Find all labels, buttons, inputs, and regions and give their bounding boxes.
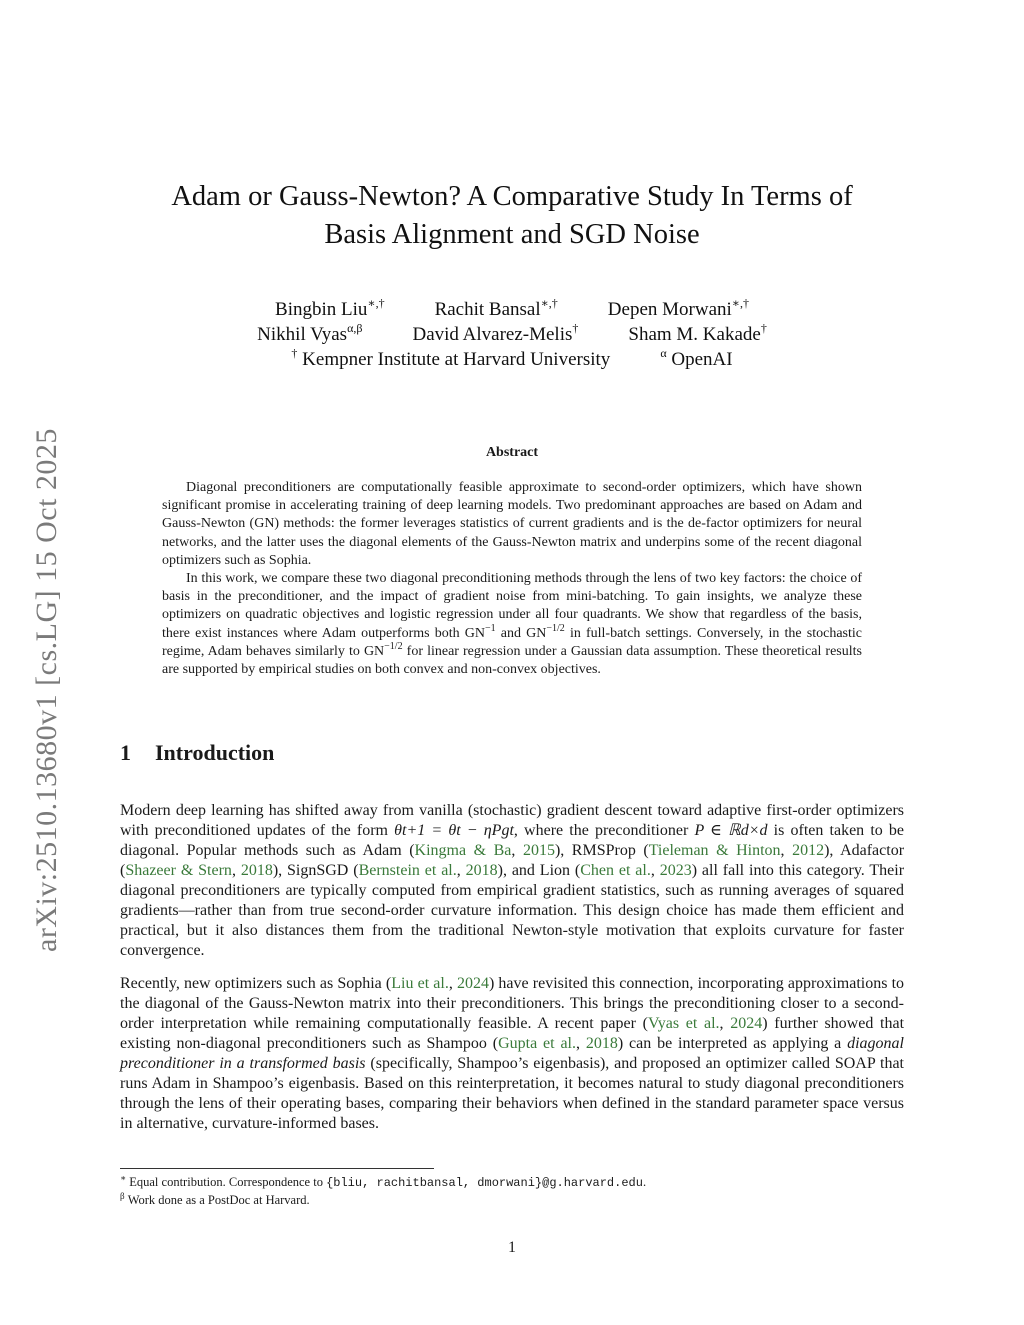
title-line-1: Adam or Gauss-Newton? A Comparative Study In Terms of (171, 181, 853, 212)
author-marks: ∗,† (731, 296, 749, 310)
text-run: ) have revisited this connection, incorporating approximations to the diagonal of the Gauss-Newton matrix into their preconditioners. This brings the preconditioning closer to a second-order interpretation while remaining computationally feasible. A recent paper ( (120, 975, 905, 1032)
affiliation-name: Kempner Institute at Harvard University (302, 349, 611, 370)
affiliation (291, 347, 610, 372)
author (275, 297, 385, 322)
affiliation-mark: α (660, 346, 667, 360)
footnote-divider (120, 1168, 434, 1169)
author-name: David Alvarez-Melis (412, 324, 573, 345)
citation-year-link[interactable]: 2015 (522, 842, 555, 859)
emphasized-text: diagonal preconditioner in a transformed basis (120, 1035, 904, 1072)
affiliation (660, 347, 732, 372)
author (435, 297, 558, 322)
text-run: ) can be interpreted as applying a (617, 1035, 848, 1052)
text-run: ), and Lion ( (497, 862, 581, 879)
abstract-paragraph-2 (162, 570, 862, 679)
text-run: . (642, 1175, 647, 1189)
introduction-body (120, 801, 904, 1147)
author-name: Nikhil Vyas (257, 324, 348, 345)
author-block (110, 297, 914, 372)
citation-link[interactable]: Shazeer & Stern (125, 862, 232, 879)
author-marks: † (760, 321, 767, 335)
update-rule-math: θt+1 = θt − ηPgt (394, 822, 514, 839)
author (413, 322, 579, 347)
exponent: −1 (484, 622, 496, 634)
page-number: 1 (508, 1239, 516, 1256)
title-line-2: Basis Alignment and SGD Noise (324, 219, 700, 250)
text-run: Work done as a PostDoc at Harvard. (124, 1193, 310, 1207)
citation-link[interactable]: Liu et al. (391, 975, 449, 992)
citation-year-link[interactable]: 2018 (585, 1035, 618, 1052)
section-heading (120, 740, 274, 766)
author-marks: α,β (347, 321, 363, 335)
author-marks: ∗,† (367, 296, 385, 310)
citation-link[interactable]: Kingma & Ba (414, 842, 512, 859)
affiliation-name: OpenAI (671, 349, 733, 370)
citation-year-link[interactable]: 2024 (730, 1015, 763, 1032)
author-name: Sham M. Kakade (628, 324, 761, 345)
citation-year-link[interactable]: 2018 (240, 862, 273, 879)
citation-link[interactable]: Bernstein et al. (358, 862, 457, 879)
citation-year-link[interactable]: 2023 (659, 862, 692, 879)
preconditioner-math: P ∈ ℝd×d (694, 822, 768, 839)
citation-link[interactable]: Chen et al. (580, 862, 651, 879)
text-run: in full-batch settings. Conversely, in the stochastic regime, Adam behaves similarly to GN (162, 625, 863, 659)
author (257, 322, 362, 347)
text-run: for linear regression under a Gaussian data assumption. These theoretical results are supported by empirical studies on both convex and non-convex objectives. (162, 643, 862, 678)
footnote-equal-contribution (120, 1174, 904, 1192)
citation-year-link[interactable]: 2012 (792, 842, 825, 859)
abstract-paragraph-1: Diagonal preconditioners are computationally feasible approximate to second-order optimizers, which have shown significant promise in accelerating training of deep learning models. Two predominant approaches are based on Adam and Gauss-Newton (GN) methods: the former leverages statistics of current gradients and is the de-factor optimizers for neural networks, and the latter uses the diagonal elements of the Gauss-Newton matrix and underpins some of the recent diagonal optimizers such as Sophia. (162, 480, 862, 568)
text-run: Modern deep learning has shifted away from vanilla (stochastic) gradient descent toward adaptive first-order optimizers with preconditioned updates of the form (120, 802, 904, 839)
text-run: Equal contribution. Correspondence to (126, 1175, 327, 1189)
section-number: 1 (120, 740, 131, 765)
author-row-2 (110, 322, 914, 347)
paper-title (90, 178, 934, 254)
text-run: ), RMSProp ( (554, 842, 649, 859)
author-marks: ∗,† (540, 296, 558, 310)
citation-link[interactable]: Gupta et al. (498, 1035, 576, 1052)
citation-link[interactable]: Vyas et al. (647, 1015, 720, 1032)
author-name: Depen Morwani (607, 299, 732, 320)
author-marks: † (572, 321, 579, 335)
citation-link[interactable]: Tieleman & Hinton (648, 842, 781, 859)
text-run: In this work, we compare these two diagonal preconditioning methods through the lens of two key factors: the choice of basis in the preconditioner, and the impact of gradient noise from mini-batching. To gain insights, we analyze these optimizers on quadratic objectives and logistic regression under all four quadrants. We show that regardless of the basis, there exist instances where Adam outperforms both GN (162, 571, 862, 641)
author (628, 322, 766, 347)
text-run: ) all fall into this category. Their diagonal preconditioners are typically computed from empirical gradient statistics, such as running averages of squared gradients—rather than from true second-order curvature information. This design choice has made them efficient and practical, but it also distances them from the traditional Newton-style motivation that exploits curvature for faster convergence. (120, 862, 905, 959)
text-run: ), Adafactor ( (120, 842, 905, 879)
text-run: Recently, new optimizers such as Sophia ( (120, 975, 392, 992)
text-run: ) further showed that existing non-diagonal preconditioners such as Shampoo ( (120, 1015, 905, 1052)
abstract-heading: Abstract (485, 445, 539, 460)
arxiv-stamp: arXiv:2510.13680v1 [cs.LG] 15 Oct 2025 (30, 428, 63, 952)
footnote-postdoc (120, 1192, 904, 1209)
affiliation-row (110, 347, 914, 372)
text-run: (specifically, Shampoo’s eigenbasis), and proposed an optimizer called SOAP that runs Adam in Shampoo’s eigenbasis. Based on this reinterpretation, it becomes natural to study diagonal preconditioners through the lens of their operating bases, comparing their behaviors when defined in the standard parameter space versus in alternative, curvature-informed bases. (120, 1055, 905, 1132)
section-title: Introduction (155, 740, 275, 765)
text-run: and GN (495, 625, 547, 641)
author-name: Rachit Bansal (434, 299, 541, 320)
text-run: ), SignSGD ( (272, 862, 359, 879)
text-run: , where the preconditioner (513, 822, 695, 839)
footnotes (120, 1174, 904, 1209)
correspondence-emails[interactable]: {bliu, rachitbansal, dmorwani}@g.harvard.edu (326, 1176, 643, 1190)
exponent: −1/2 (546, 622, 565, 634)
citation-year-link[interactable]: 2018 (465, 862, 498, 879)
abstract (162, 479, 862, 679)
author-name: Bingbin Liu (275, 299, 368, 320)
intro-paragraph-2: Recently, new optimizers such as Sophia (Liu et al., 2024) have revisited this connection, incorporating approximations to the diagonal of the Gauss-Newton matrix into their preconditioners. This brings the preconditioning closer to a second-order interpretation while remaining computationally feasible. A recent paper (Vyas et al., 2024) further showed that existing non-diagonal preconditioners such as Shampoo (Gupta et al., 2018) can be interpreted as applying a diagonal preconditioner in a transformed basis (specifically, Shampoo’s eigenbasis), and proposed an optimizer called SOAP that runs Adam in Shampoo’s eigenbasis. Based on this reinterpretation, it becomes natural to study diagonal preconditioners through the lens of their operating bases, comparing their behaviors when defined in the standard parameter space versus in alternative, curvature-informed bases. (120, 975, 905, 1132)
affiliation-mark: † (291, 346, 298, 360)
intro-paragraph-1: Modern deep learning has shifted away from vanilla (stochastic) gradient descent toward adaptive first-order optimizers with preconditioned updates of the form θt+1 = θt − ηPgt, where the preconditioner P ∈ ℝd×d is often taken to be diagonal. Popular methods such as Adam (Kingma & Ba, 2015), RMSProp (Tieleman & Hinton, 2012), Adafactor (Shazeer & Stern, 2018), SignSGD (Bernstein et al., 2018), and Lion (Chen et al., 2023) all fall into this category. Their diagonal preconditioners are typically computed from empirical gradient statistics, such as running averages of squared gradients—rather than from true second-order curvature information. This design choice has made them efficient and practical, but it also distances them from the traditional Newton-style motivation that exploits curvature for faster convergence. (120, 802, 905, 959)
footnote-mark: ∗ (120, 1173, 127, 1183)
author-row-1 (110, 297, 914, 322)
author (608, 297, 749, 322)
exponent: −1/2 (384, 640, 403, 652)
text-run: is often taken to be diagonal. Popular methods such as Adam ( (120, 822, 905, 859)
citation-year-link[interactable]: 2024 (456, 975, 489, 992)
footnote-mark: β (120, 1191, 125, 1201)
